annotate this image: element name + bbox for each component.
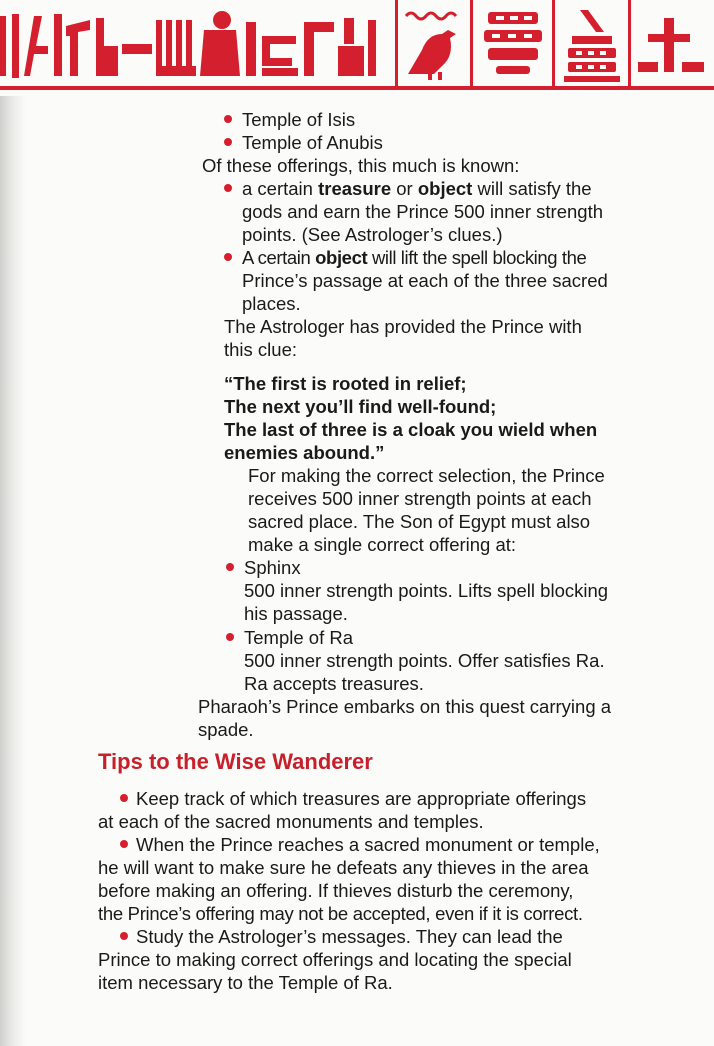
tip-text: item necessary to the Temple of Ra. bbox=[98, 972, 393, 993]
place-text: 500 inner strength points. Lifts spell blocking bbox=[244, 580, 609, 601]
selection-text: make a single correct offering at: bbox=[248, 534, 517, 555]
tip-text: at each of the sacred monuments and temples. bbox=[98, 811, 484, 832]
poem-line: “The first is rooted in relief; bbox=[224, 373, 467, 394]
tip-text: Prince to making correct offerings and locating the special bbox=[98, 949, 572, 970]
tips-heading: Tips to the Wise Wanderer bbox=[98, 749, 373, 774]
list-item-text: places. bbox=[242, 293, 301, 314]
closing-text: spade. bbox=[198, 719, 254, 740]
hieroglyph-header bbox=[0, 0, 714, 96]
bullet-icon bbox=[120, 932, 128, 940]
hieroglyph-border-icon bbox=[0, 6, 392, 84]
poem-line: enemies abound.” bbox=[224, 442, 385, 463]
scroll-glyph-icon bbox=[558, 6, 626, 86]
astrologer-text: The Astrologer has provided the Prince with bbox=[224, 316, 582, 337]
cross-glyph-icon bbox=[634, 10, 710, 82]
tip-text: the Prince’s offering may not be accepted, even if it is correct. bbox=[98, 903, 583, 924]
border-divider bbox=[552, 0, 555, 90]
bullet-icon bbox=[224, 253, 232, 261]
header-rule bbox=[0, 86, 714, 90]
place-name: Sphinx bbox=[244, 557, 301, 578]
list-item-text: Prince’s passage at each of the three sacred bbox=[242, 270, 608, 291]
poem-line: The next you’ll find well-found; bbox=[224, 396, 497, 417]
tip-text: he will want to make sure he defeats any thieves in the area bbox=[98, 857, 589, 878]
bullet-icon bbox=[224, 184, 232, 192]
bullet-icon bbox=[120, 794, 128, 802]
place-text: Ra accepts treasures. bbox=[244, 673, 424, 694]
place-text: his passage. bbox=[244, 603, 348, 624]
list-item: Temple of Anubis bbox=[242, 132, 383, 153]
astrologer-text: this clue: bbox=[224, 339, 298, 360]
selection-text: receives 500 inner strength points at each bbox=[248, 488, 592, 509]
selection-text: For making the correct selection, the Prince bbox=[248, 465, 605, 486]
list-item-text: points. (See Astrologer’s clues.) bbox=[242, 224, 503, 245]
page-binding-shadow bbox=[0, 0, 26, 1046]
list-item: a certain treasure or object will satisfy the bbox=[242, 178, 592, 199]
selection-text: sacred place. The Son of Egypt must also bbox=[248, 511, 591, 532]
tip-paragraph: When the Prince reaches a sacred monument or temple, bbox=[120, 833, 600, 856]
poem-line: The last of three is a cloak you wield when bbox=[224, 419, 598, 440]
border-divider bbox=[628, 0, 631, 90]
bird-glyph-icon bbox=[398, 6, 468, 84]
known-intro: Of these offerings, this much is known: bbox=[202, 155, 520, 176]
list-item: Temple of Isis bbox=[242, 109, 356, 130]
place-text: 500 inner strength points. Offer satisfies Ra. bbox=[244, 650, 605, 671]
bullet-icon bbox=[224, 115, 232, 123]
bullet-icon bbox=[226, 563, 234, 571]
bullet-icon bbox=[226, 633, 234, 641]
list-item: A certain object will lift the spell blocking the bbox=[242, 247, 587, 268]
tip-text: before making an offering. If thieves disturb the ceremony, bbox=[98, 880, 574, 901]
water-glyph-icon bbox=[476, 6, 550, 84]
place-name: Temple of Ra bbox=[244, 627, 353, 648]
tip-paragraph: Keep track of which treasures are appropriate offerings bbox=[120, 787, 586, 810]
bullet-icon bbox=[224, 138, 232, 146]
tip-paragraph: Study the Astrologer’s messages. They can lead the bbox=[120, 925, 563, 948]
list-item-text: gods and earn the Prince 500 inner strength bbox=[242, 201, 603, 222]
bullet-icon bbox=[120, 840, 128, 848]
closing-text: Pharaoh’s Prince embarks on this quest carrying a bbox=[198, 696, 612, 717]
border-divider bbox=[470, 0, 473, 90]
